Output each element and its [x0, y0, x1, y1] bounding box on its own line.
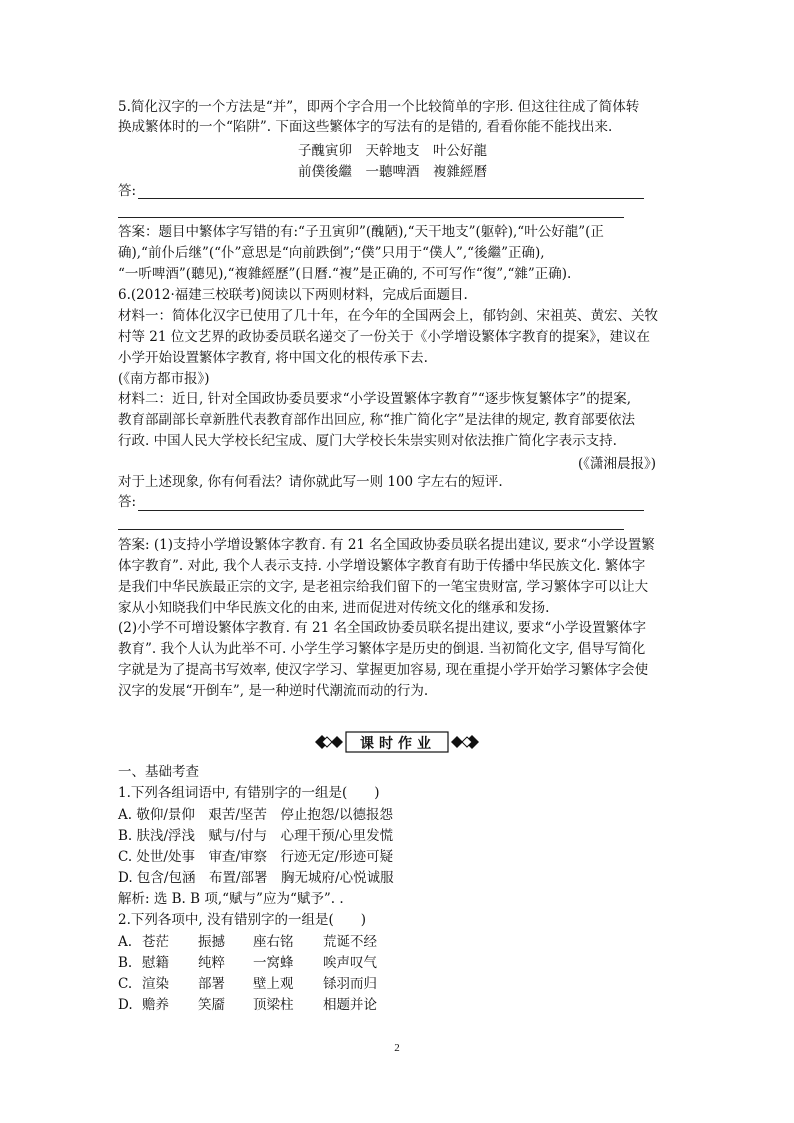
q2-word: 苍茫	[142, 934, 169, 950]
q6-key-6: 教育”. 我个人认为此举不可. 小学生学习繁体字是历史的倒退. 当初简化文字, 倡导写简化	[118, 641, 646, 657]
q2-word: 慰籍	[142, 955, 169, 971]
q1-option-d: D. 包含/包涵 布置/部署 胸无城府/心悦诚服	[118, 870, 394, 886]
answer-line	[118, 217, 624, 218]
q1-option-c: C. 处世/处事 审查/审察 行迹无定/形迹可疑	[118, 849, 394, 865]
q6-material2-source: (《潇湘晨报》)	[578, 456, 657, 472]
q5-key-1: 答案：题目中繁体字写错的有:“子丑寅卯”(醜陋),“天干地支”(躯幹),“叶公好龍”(正	[118, 224, 604, 240]
section-banner-title: 课时作业	[360, 736, 436, 752]
q2-option-letter: C.	[118, 976, 133, 992]
q2-word: 纯粹	[198, 955, 225, 971]
answer-line	[118, 529, 624, 530]
section-heading: 一、基础考查	[118, 764, 199, 780]
q6-key-3: 是我们中华民族最正宗的文字, 是老祖宗给我们留下的一笔宝贵财富, 学习繁体字可以让大	[118, 579, 649, 595]
q2-word: 荒诞不经	[323, 934, 377, 950]
q5-line-2: 换成繁体时的一个“陷阱”. 下面这些繁体字的写法有的是错的, 看看你能不能找出来.	[118, 119, 613, 135]
q2-word: 相题并论	[323, 997, 377, 1013]
q5-words-1: 子醜寅卯 天幹地支 叶公好龍	[298, 143, 487, 159]
q6-material2-3: 行政. 中国人民大学校长纪宝成、厦门大学校长朱崇实则对依法推广简化字表示支持.	[118, 433, 617, 449]
q2-word: 笑靥	[198, 997, 225, 1013]
q6-material1-1: 材料一：简体化汉字已使用了几十年，在今年的全国两会上，郁钧剑、宋祖英、黄宏、关牧	[118, 308, 658, 324]
q2-word: 铩羽而归	[323, 976, 377, 992]
q5-key-2: 确),“前仆后继”(“仆”意思是“向前跌倒”;“僕”只用于“僕人”,“後繼”正确),	[118, 245, 545, 261]
q2-word: 赡养	[142, 997, 169, 1013]
q2-option-letter: D.	[118, 997, 133, 1013]
q2-option-letter: A.	[118, 934, 133, 950]
q6-key-4: 家从小知晓我们中华民族文化的由来, 进而促进对传统文化的继承和发扬.	[118, 600, 550, 616]
q2-word: 座右铭	[253, 934, 294, 950]
q2-word: 一窝蜂	[253, 955, 294, 971]
q6-key-8: 汉字的发展“开倒车”, 是一种逆时代潮流而动的行为.	[118, 683, 429, 699]
q5-line-1: 5.简化汉字的一个方法是“并”，即两个字合用一个比较简单的字形. 但这往往成了简体转	[118, 99, 640, 115]
q2-word: 唉声叹气	[323, 955, 377, 971]
q2-word: 部署	[198, 976, 225, 992]
q6-material1-3: 小学开始设置繁体字教育, 将中国文化的根传承下去.	[118, 350, 428, 366]
q5-words-2: 前僕後繼 一聽啤酒 複雜經曆	[298, 164, 487, 180]
q1-option-a: A. 敬仰/景仰 艰苦/坚苦 停止抱怨/以德报怨	[118, 807, 393, 823]
q6-key-2: 体字教育”. 对此, 我个人表示支持. 小学增设繁体字教育有助于传播中华民族文化. 繁体字	[118, 558, 646, 574]
q6-task: 对于上述现象, 你有何看法？请你就此写一则 100 字左右的短评.	[118, 474, 503, 490]
q6-material1-source: (《南方都市报》)	[118, 371, 210, 387]
q1-option-b: B. 肤浅/浮浅 赋与/付与 心理干预/心里发慌	[118, 828, 394, 844]
q1-stem: 1.下列各组词语中, 有错别字的一组是( )	[118, 785, 380, 801]
answer-line	[138, 510, 644, 511]
page-number: 2	[394, 1042, 400, 1054]
q6-key-1: 答案: (1)支持小学增设繁体字教育. 有 21 名全国政协委员联名提出建议, 要求“小学设置繁	[118, 537, 655, 553]
q6-material2-1: 材料二：近日, 针对全国政协委员要求“小学设置繁体字教育”“逐步恢复繁体字”的提案,	[118, 391, 631, 407]
q6-key-7: 字就是为了提高书写效率, 使汉字学习、掌握更加容易, 现在重提小学开始学习繁体字会使	[118, 662, 649, 678]
q2-word: 振撼	[198, 934, 225, 950]
q6-key-5: (2)小学不可增设繁体字教育. 有 21 名全国政协委员联名提出建议, 要求“小学设置繁体字	[118, 620, 646, 636]
q5-answer-label: 答:	[118, 183, 137, 199]
q6-material2-2: 教育部副部长章新胜代表教育部作出回应, 称“推广简化字”是法律的规定, 教育部要依法	[118, 412, 635, 428]
q2-stem: 2.下列各项中, 没有错别字的一组是( )	[118, 912, 366, 928]
q1-analysis: 解析: 选 B. B 项,“赋与”应为“赋予”. .	[118, 891, 344, 907]
q2-word: 顶梁柱	[253, 997, 294, 1013]
answer-line	[138, 198, 644, 199]
q2-option-letter: B.	[118, 955, 133, 971]
q2-word: 渲染	[142, 976, 169, 992]
q6-intro: 6.(2012·福建三校联考)阅读以下两则材料，完成后面题目.	[118, 287, 468, 303]
q5-key-3: “一听啤酒”(聽见),“複雜經歷”(日曆.“複”是正确的, 不可写作“復”,“雜”正确).	[118, 266, 572, 282]
q6-material1-2: 村等 21 位文艺界的政协委员联名递交了一份关于《小学增设繁体字教育的提案》，建议在	[118, 329, 651, 345]
q6-answer-label: 答:	[118, 494, 137, 510]
q2-word: 壁上观	[253, 976, 294, 992]
